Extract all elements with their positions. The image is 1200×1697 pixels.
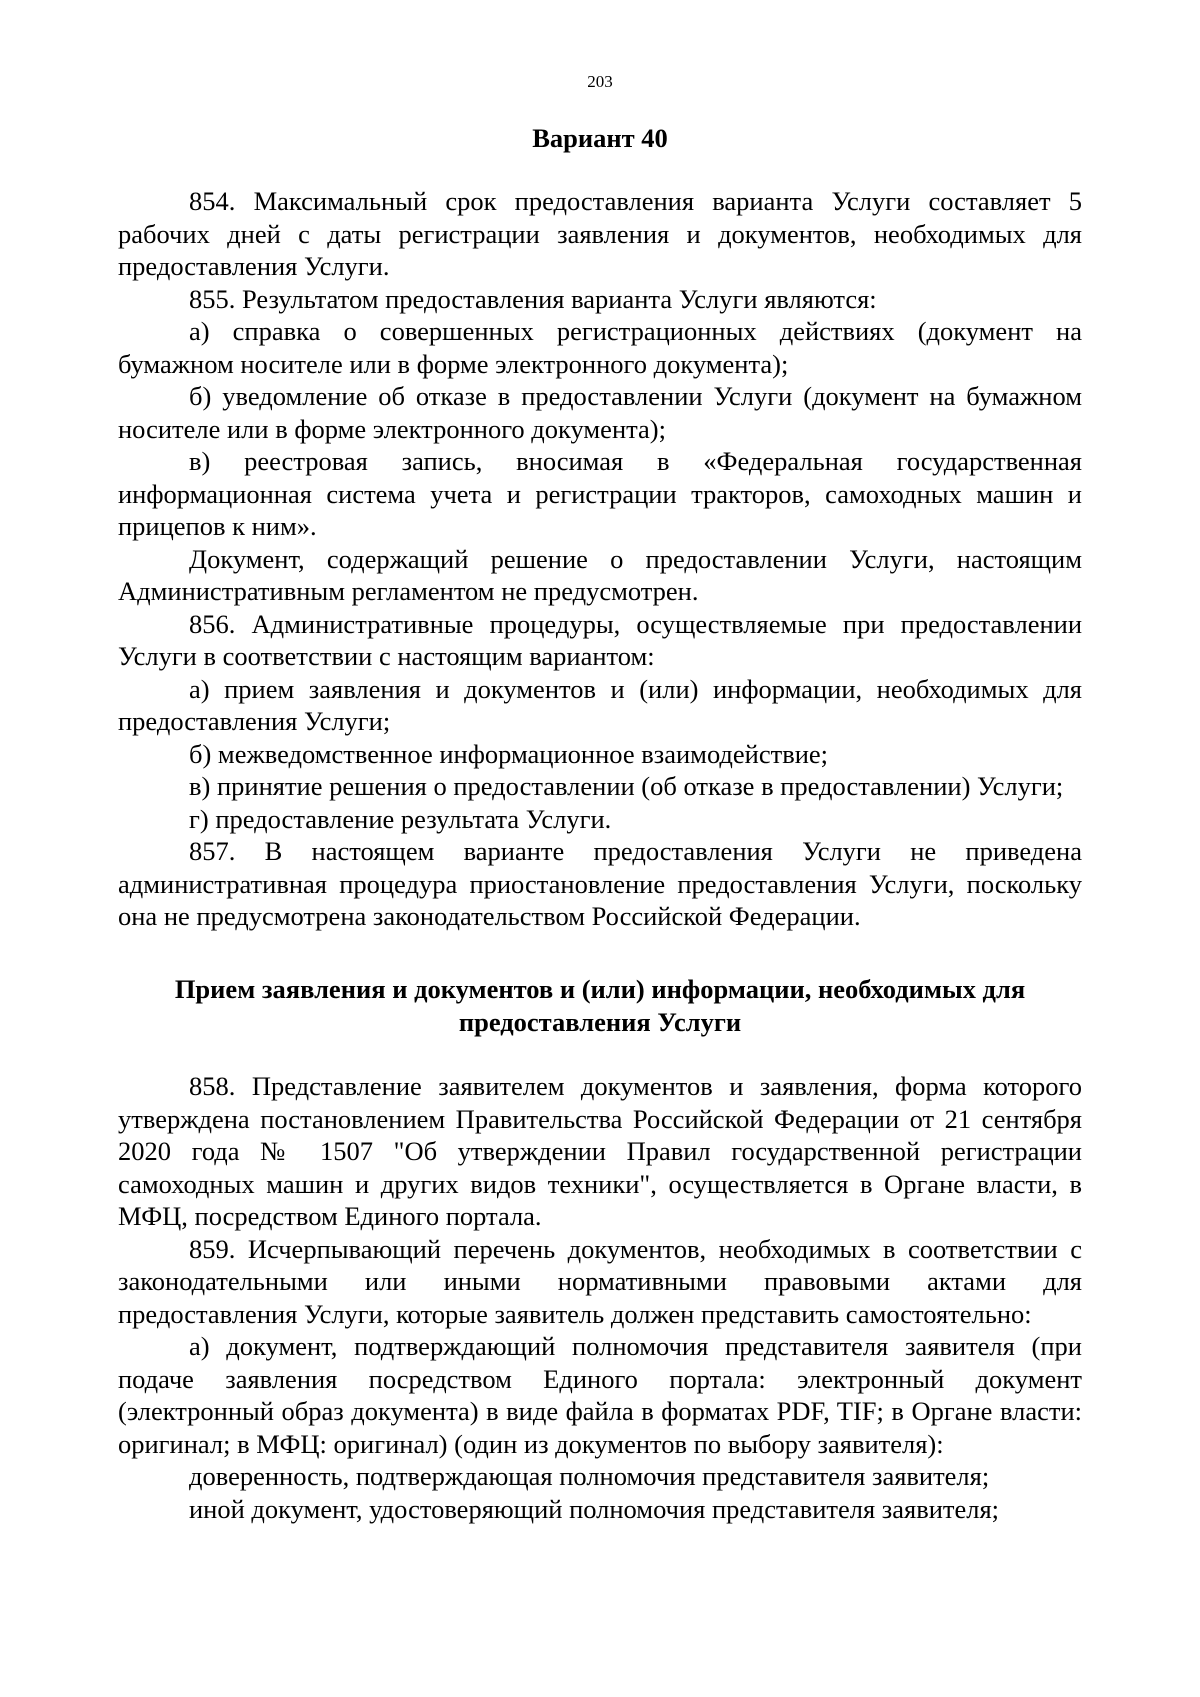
paragraph: 858. Представление заявителем документов и заявления, форма которого утверждена постановлением Правительства Российской Федерации от 21 сентября 2020 года № 1507 "Об утверждении Правил государственной регистрации самоходных машин и других видов техники", осуществляется в Органе власти, в МФЦ, посредством Единого портала. [118, 1071, 1082, 1231]
paragraph: доверенность, подтверждающая полномочия представителя заявителя; [189, 1461, 990, 1491]
paragraph: а) документ, подтверждающий полномочия представителя заявителя (при подаче заявления посредством Единого портала: электронный документ (электронный образ документа) в виде файла в форматах PDF, TIF; в Органе власти: оригинал; в МФЦ: оригинал) (один из документов по выбору заявителя): [118, 1331, 1082, 1459]
paragraph: 859. Исчерпывающий перечень документов, необходимых в соответствии с законодательными или иными нормативными правовыми актами для предоставления Услуги, которые заявитель должен представить самостоятельно: [118, 1233, 1082, 1329]
section-body-variant [118, 185, 1082, 933]
paragraph: а) прием заявления и документов и (или) информации, необходимых для предоставления Услуги; [118, 673, 1082, 736]
paragraph: б) межведомственное информационное взаимодействие; [189, 738, 829, 769]
page-number: 203 [587, 72, 613, 91]
paragraph: 856. Административные процедуры, осуществляемые при предоставлении Услуги в соответствии с настоящим вариантом: [118, 608, 1082, 671]
paragraph: иной документ, удостоверяющий полномочия представителя заявителя; [189, 1493, 1000, 1524]
paragraph: г) предоставление результата Услуги. [189, 803, 612, 834]
paragraph: в) принятие решения о предоставлении (об отказе в предоставлении) Услуги; [189, 771, 1064, 801]
paragraph: в) реестровая запись, вносимая в «Федеральная государственная информационная система учета и регистрации тракторов, самоходных машин и прицепов к ним». [118, 446, 1082, 541]
paragraph: 854. Максимальный срок предоставления варианта Услуги составляет 5 рабочих дней с даты регистрации заявления и документов, необходимых для предоставления Услуги. [118, 186, 1082, 281]
paragraph: Документ, содержащий решение о предоставлении Услуги, настоящим Административным регламентом не предусмотрен. [118, 543, 1082, 606]
paragraph: б) уведомление об отказе в предоставлении Услуги (документ на бумажном носителе или в форме электронного документа); [118, 381, 1082, 444]
paragraph: 855. Результатом предоставления варианта Услуги являются: [189, 283, 877, 314]
section-body-reception [118, 1070, 1082, 1525]
paragraph: 857. В настоящем варианте предоставления Услуги не приведена административная процедура приостановление предоставления Услуги, поскольку она не предусмотрена законодательством Российской Федерации. [118, 836, 1082, 931]
paragraph: а) справка о совершенных регистрационных действиях (документ на бумажном носителе или в форме электронного документа); [118, 316, 1082, 379]
section-title-reception: Прием заявления и документов и (или) информации, необходимых для предоставления Услуги [174, 974, 1026, 1037]
section-title-variant: Вариант 40 [532, 123, 668, 153]
